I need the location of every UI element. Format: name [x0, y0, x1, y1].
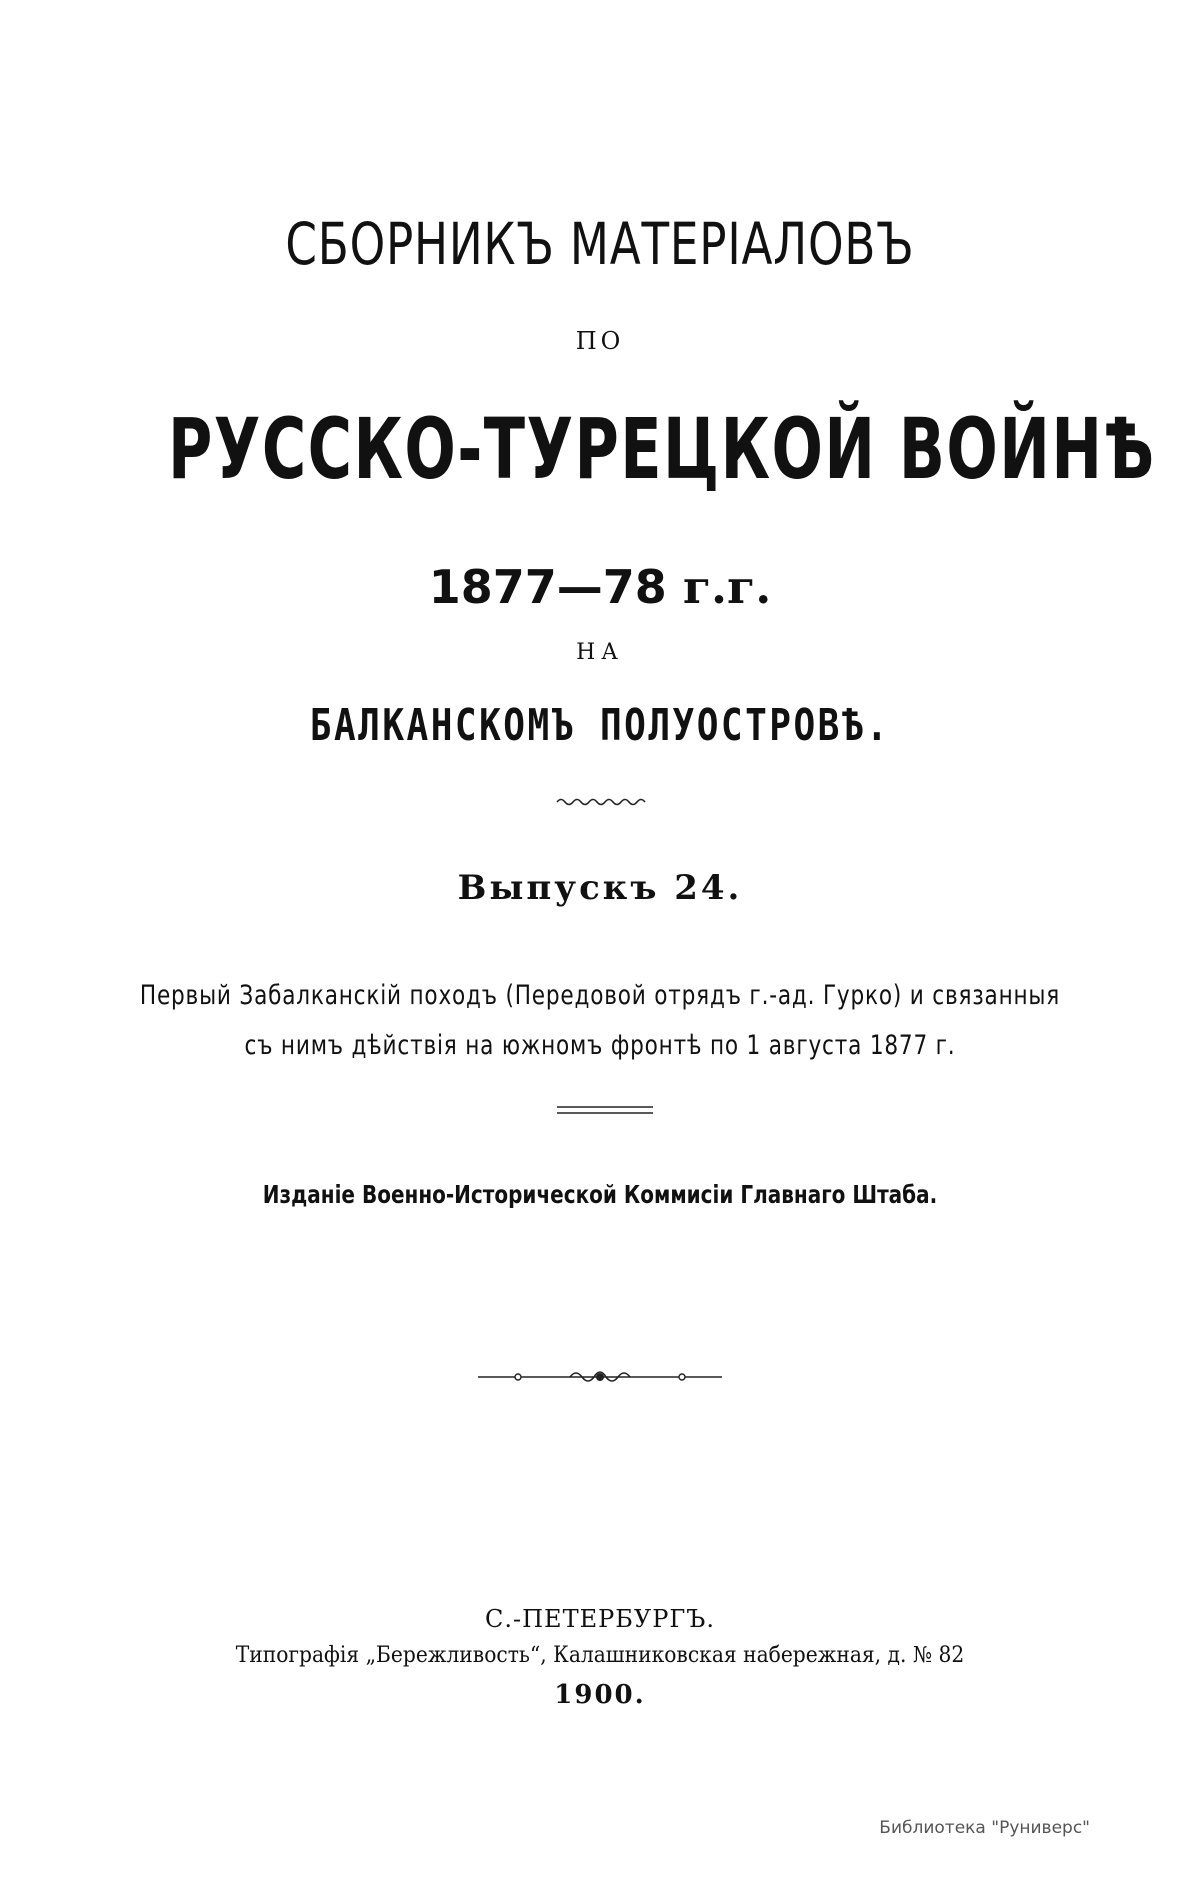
years-number: 1877—78 — [428, 560, 667, 614]
library-watermark: Библиотека "Руниверс" — [879, 1818, 1090, 1838]
title-connector-po: ПО — [575, 327, 625, 355]
description-line-2: съ нимъ дѣйствiя на южномъ фронтѣ по 1 августа 1877 г. — [244, 1030, 956, 1061]
title-line-3: БАЛКАНСКОМЪ ПОЛУОСТРОВѢ. — [309, 700, 891, 751]
title-line-2: РУССКО-ТУРЕЦКОЙ ВОЙНѢ — [167, 400, 1156, 498]
title-line-1: СБОРНИКЪ МАТЕРIАЛОВЪ — [285, 210, 915, 278]
imprint-year: 1900. — [554, 1680, 646, 1710]
imprint-city: С.-ПЕТЕРБУРГЪ. — [485, 1605, 715, 1633]
ornament-divider-icon — [478, 1365, 722, 1389]
edition-statement: Изданiе Военно-Исторической Коммисiи Главнаго Штаба. — [262, 1180, 938, 1209]
title-years — [0, 560, 1200, 614]
years-suffix: г.г. — [682, 560, 772, 614]
imprint-press: Типографiя „Бережливость“, Калашниковская набережная, д. № 82 — [235, 1643, 965, 1668]
double-rule-divider — [557, 1105, 653, 1115]
description-line-1: Первый Забалканскiй походъ (Передовой отрядъ г.-ад. Гурко) и связанныя — [139, 980, 1061, 1011]
title-connector-na: НА — [576, 640, 624, 665]
issue-number: Выпускъ 24. — [457, 868, 743, 908]
wavy-divider-icon — [555, 795, 650, 809]
